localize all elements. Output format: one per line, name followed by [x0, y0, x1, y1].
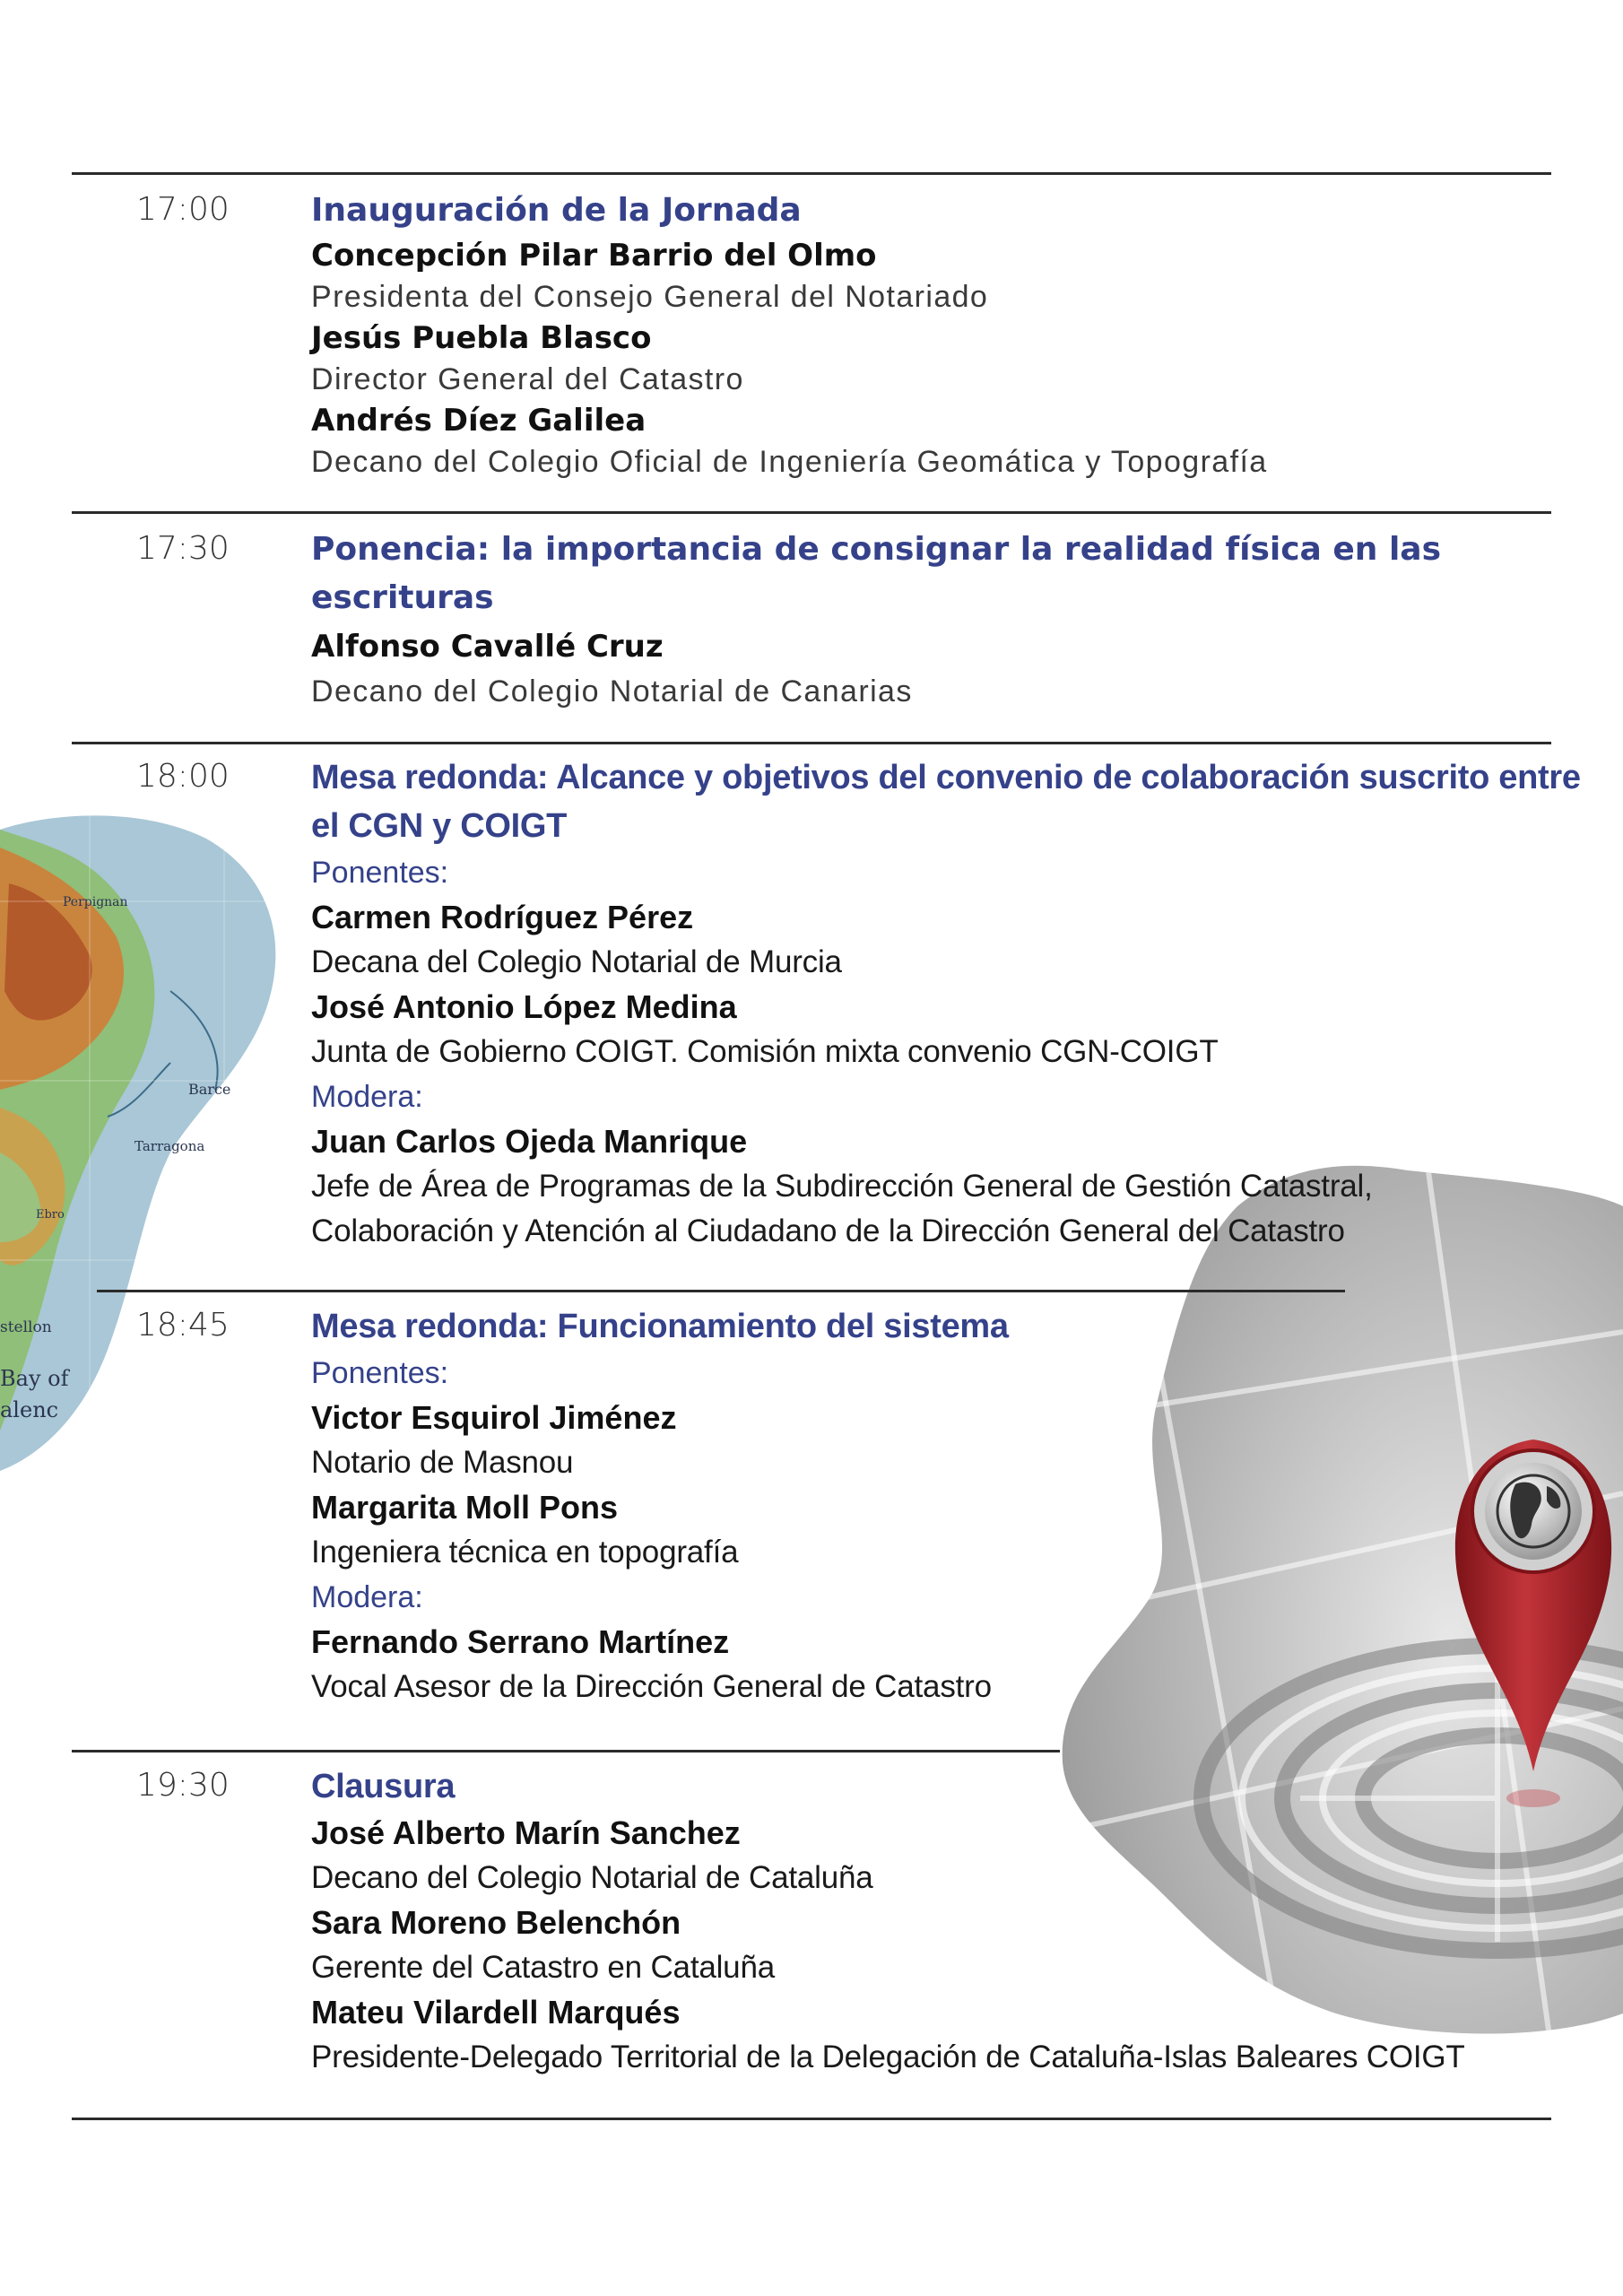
session-time: 17:00 [136, 191, 230, 228]
speaker-role: Presidenta del Consejo General del Notariado [311, 280, 989, 314]
divider-line [72, 1750, 1060, 1752]
map-place-label: alenc [0, 1397, 59, 1422]
speaker-name: Concepción Pilar Barrio del Olmo [311, 238, 877, 274]
speaker-role: Junta de Gobierno COIGT. Comisión mixta convenio CGN-COIGT [311, 1034, 1219, 1069]
speaker-name: Margarita Moll Pons [311, 1489, 619, 1526]
speaker-name: José Alberto Marín Sanchez [311, 1814, 741, 1851]
ponentes-label: Ponentes: [311, 856, 449, 890]
speaker-name: Mateu Vilardell Marqués [311, 1994, 681, 2031]
map-place-label: stellon [0, 1318, 52, 1336]
speaker-role: Decano del Colegio Notarial de Cataluña [311, 1860, 873, 1895]
speaker-name: Juan Carlos Ojeda Manrique [311, 1123, 748, 1160]
session-title: Ponencia: la importancia de consignar la realidad física en las escrituras [311, 531, 1442, 616]
speaker-name: Sara Moreno Belenchón [311, 1904, 681, 1941]
speaker-role: Decano del Colegio Notarial de Canarias [311, 674, 913, 709]
session-time: 19:30 [136, 1767, 230, 1804]
session-time: 17:30 [136, 530, 230, 567]
speaker-name: Jesús Puebla Blasco [311, 320, 652, 356]
speaker-role: Vocal Asesor de la Dirección General de Catastro [311, 1669, 992, 1704]
map-place-label: Barce [188, 1081, 231, 1098]
divider-line [72, 2118, 1551, 2120]
speaker-name: Carmen Rodríguez Pérez [311, 899, 694, 935]
divider-line [72, 511, 1551, 514]
speaker-role: Director General del Catastro [311, 362, 744, 396]
speaker-role: Notario de Masnou [311, 1445, 574, 1480]
speaker-role: Decana del Colegio Notarial de Murcia [311, 944, 842, 979]
speaker-name: José Antonio López Medina [311, 988, 737, 1025]
speaker-name: Andrés Díez Galilea [311, 403, 647, 439]
divider-line [97, 1290, 1345, 1292]
session-time: 18:00 [136, 758, 230, 795]
session-title: Mesa redonda: Funcionamiento del sistema [311, 1308, 1009, 1345]
speaker-name: Victor Esquirol Jiménez [311, 1399, 677, 1436]
ponentes-label: Ponentes: [311, 1356, 449, 1390]
divider-line [72, 172, 1551, 175]
speaker-role: Gerente del Catastro en Cataluña [311, 1950, 775, 1985]
session-title: Clausura [311, 1768, 456, 1805]
speaker-role: Jefe de Área de Programas de la Subdirección General de Gestión Catastral, Colaboración y Atención al Ciudadano de la Dirección General del Catastro [311, 1169, 1373, 1248]
speaker-name: Fernando Serrano Martínez [311, 1623, 730, 1660]
session-title: Inauguración de la Jornada [311, 192, 802, 229]
speaker-role: Ingeniera técnica en topografía [311, 1535, 739, 1570]
modera-label: Modera: [311, 1580, 423, 1614]
speaker-name: Alfonso Cavallé Cruz [311, 629, 664, 665]
map-place-label: Ebro [36, 1208, 65, 1222]
map-place-label: Bay of [0, 1366, 69, 1391]
map-place-label: Perpignan [63, 895, 128, 909]
speaker-role: Presidente-Delegado Territorial de la Delegación de Cataluña-Islas Baleares COIGT [311, 2039, 1465, 2074]
map-place-label: Tarragona [135, 1138, 205, 1154]
divider-line [72, 742, 1551, 744]
speaker-role: Decano del Colegio Oficial de Ingeniería Geomática y Topografía [311, 445, 1268, 479]
map-illustration [0, 812, 287, 1511]
modera-label: Modera: [311, 1080, 423, 1114]
session-title: Mesa redonda: Alcance y objetivos del convenio de colaboración suscrito entre el CGN y COIGT [311, 759, 1581, 845]
session-time: 18:45 [136, 1307, 230, 1344]
